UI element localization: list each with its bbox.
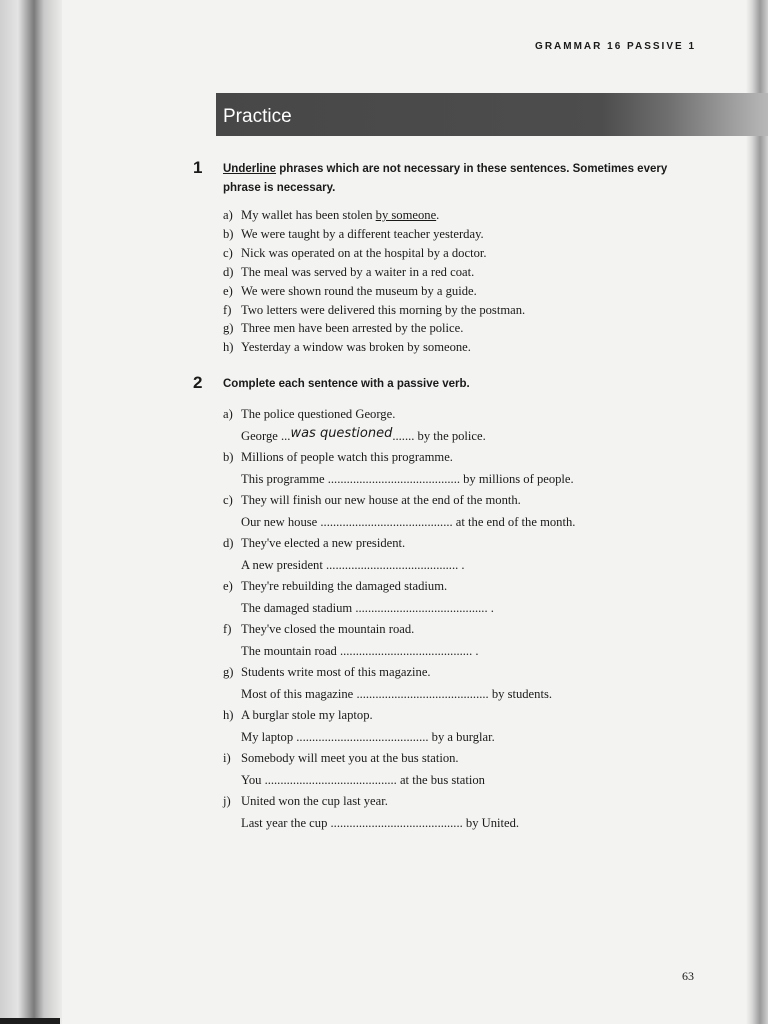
answer-blank[interactable]: .......................................... xyxy=(296,730,429,744)
ex2-item-h-answer-line: My laptop .......................................... by a burglar. xyxy=(241,730,495,744)
answer-blank[interactable]: .......................................... xyxy=(320,515,453,529)
ex1-item-c: c) Nick was operated on at the hospital by a doctor. xyxy=(223,246,487,260)
answer-blank[interactable]: .......................................... xyxy=(339,644,473,658)
running-header: GRAMMAR 16 PASSIVE 1 xyxy=(535,41,696,52)
ex2-item-e-sentence: e) They're rebuilding the damaged stadium. xyxy=(223,579,448,593)
ex1-item-h: h) Yesterday a window was broken by someone. xyxy=(223,340,471,354)
ex2-item-f-answer-line: The mountain road .......................................... . xyxy=(241,644,479,658)
ex2-item-j-sentence: j) United won the cup last year. xyxy=(223,794,388,808)
handwritten-answer: was questioned xyxy=(290,426,393,441)
ex2-item-j-answer-line: Last year the cup .......................................... by United. xyxy=(241,816,520,830)
ex1-item-a: a) My wallet has been stolen by someone. xyxy=(223,208,440,222)
ex2-item-a-sentence: a) The police questioned George. xyxy=(223,407,396,421)
ex2-item-c-sentence: c) They will finish our new house at the end of the month. xyxy=(223,493,521,507)
ex2-item-d-answer-line: A new president .......................................... . xyxy=(241,558,465,572)
ex2-item-h-sentence: h) A burglar stole my laptop. xyxy=(223,708,373,722)
ex1-item-b: b) We were taught by a different teacher yesterday. xyxy=(223,227,484,241)
page-number: 63 xyxy=(682,969,694,983)
exercise-1-number: 1 xyxy=(193,158,203,177)
ex2-item-c-answer-line: Our new house .......................................... at the end of the month. xyxy=(241,515,576,529)
ex2-item-b-answer-line: This programme .......................................... by millions of people. xyxy=(241,472,574,486)
ex2-item-g-answer-line: Most of this magazine .......................................... by students. xyxy=(241,687,552,701)
exercise-2-number: 2 xyxy=(193,373,203,392)
book-binding xyxy=(0,0,62,1024)
ex2-item-i-answer-line: You .......................................... at the bus station xyxy=(241,773,485,787)
ex2-item-e-answer-line: The damaged stadium .......................................... . xyxy=(241,601,494,615)
answer-blank[interactable]: .......................................... xyxy=(264,773,397,787)
page-edge xyxy=(746,0,768,1024)
ex2-item-f-sentence: f) They've closed the mountain road. xyxy=(223,622,415,636)
answer-blank[interactable]: .......................................... xyxy=(326,558,459,572)
exercise-2-instruction: Complete each sentence with a passive verb. xyxy=(223,378,470,390)
ex1-item-d: d) The meal was served by a waiter in a red coat. xyxy=(223,265,475,279)
instruction-rest: phrases which are not necessary in these sentences. Sometimes every phrase is necessary. xyxy=(223,163,668,194)
ex2-item-a-answer-line: George ...was questioned....... by the police. xyxy=(241,426,486,443)
underlined-phrase: by someone xyxy=(375,208,437,222)
ex2-item-i-sentence: i) Somebody will meet you at the bus station. xyxy=(223,751,459,765)
exercise-1-instruction xyxy=(223,160,703,198)
ex2-item-d-sentence: d) They've elected a new president. xyxy=(223,536,406,550)
ex2-item-g-sentence: g) Students write most of this magazine. xyxy=(223,665,431,679)
ex1-item-f: f) Two letters were delivered this morning by the postman. xyxy=(223,303,526,317)
answer-blank[interactable]: .......................................... xyxy=(327,472,460,486)
answer-blank[interactable]: .......................................... xyxy=(356,687,489,701)
binding-shadow xyxy=(0,1018,60,1024)
ex2-item-b-sentence: b) Millions of people watch this programme. xyxy=(223,450,453,464)
answer-blank[interactable]: .......................................... xyxy=(330,816,463,830)
instruction-underline-word: Underline xyxy=(223,163,277,175)
answer-blank[interactable]: .......................................... xyxy=(355,601,488,615)
ex1-item-e: e) We were shown round the museum by a guide. xyxy=(223,284,477,298)
practice-banner xyxy=(216,93,768,136)
ex1-item-g: g) Three men have been arrested by the police. xyxy=(223,321,464,335)
practice-title: Practice xyxy=(223,106,292,127)
